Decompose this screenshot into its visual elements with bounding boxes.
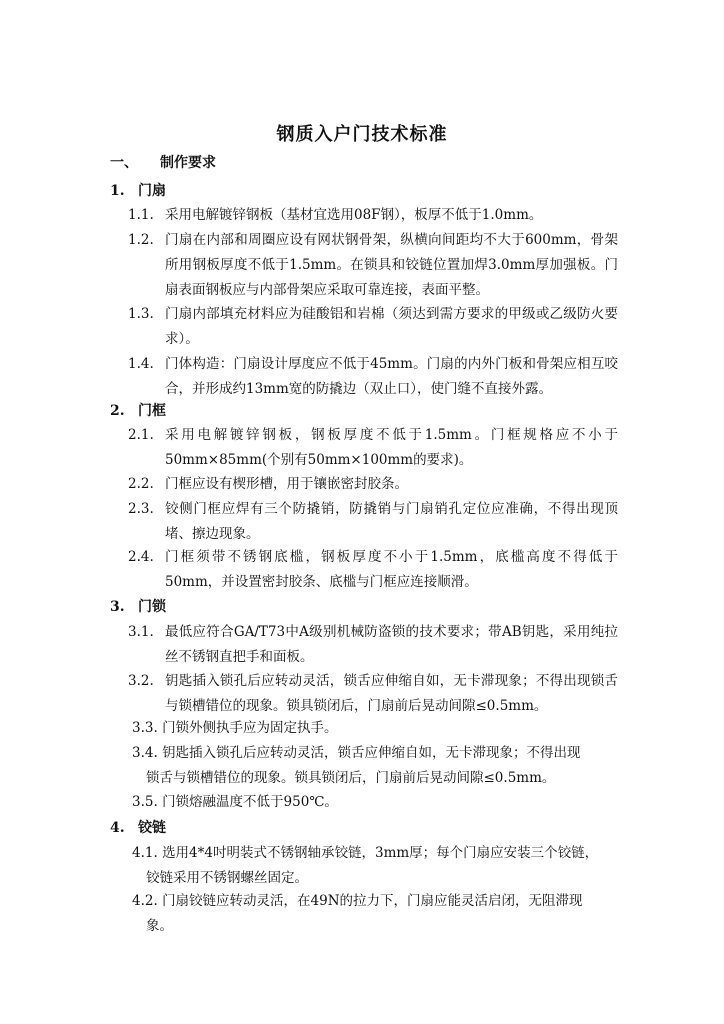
section-label: 门锁 bbox=[138, 599, 166, 615]
clause-2-4 bbox=[128, 545, 618, 595]
clause-3-4 bbox=[132, 741, 616, 791]
clause-text: 门框须带不锈钢底槛，钢板厚度不小于1.5mm，底槛高度不得低于50mm，并设置密封胶条、底槛与门框应连接顺滑。 bbox=[165, 549, 618, 590]
clause-text: 采用电解镀锌钢板（基材宜选用08F钢），板厚不低于1.0mm。 bbox=[165, 207, 543, 223]
clause-text: 最低应符合GA/T73中A级别机械防盗锁的技术要求；带AB钥匙，采用纯拉丝不锈钢直把手和面板。 bbox=[165, 624, 618, 665]
clause-number: 3.1. bbox=[128, 624, 154, 640]
clause-text: 门体构造：门扇设计厚度应不低于45mm。门扇的内外门板和骨架应相互咬合，并形成约13mm宽的防撬边（双止口），使门缝不直接外露。 bbox=[165, 356, 618, 397]
clause-number: 1.3. bbox=[128, 306, 154, 322]
section-label: 门框 bbox=[138, 403, 166, 419]
clause-number: 2.3. bbox=[128, 501, 154, 517]
clause-number: 1.1. bbox=[128, 207, 154, 223]
clause-number: 2.2. bbox=[128, 476, 154, 492]
clause-4-1 bbox=[132, 841, 616, 891]
section-label: 门扇 bbox=[138, 183, 166, 199]
clause-text-first-line: 门扇铰链应转动灵活，在49N的拉力下，门扇应能灵活启闭，无阻滞现 bbox=[162, 893, 583, 909]
clause-number: 3.5. bbox=[132, 794, 158, 810]
clause-text-continuation: 象。 bbox=[146, 918, 173, 934]
clause-number: 4.2. bbox=[132, 893, 158, 909]
clause-number: 4.1. bbox=[132, 845, 158, 861]
clause-1-1 bbox=[128, 203, 618, 228]
clause-number: 3.2. bbox=[128, 673, 154, 689]
clause-number: 1.4. bbox=[128, 356, 154, 372]
section-number: 3. bbox=[110, 599, 125, 615]
clause-number: 1.2. bbox=[128, 232, 154, 248]
clause-number: 2.4. bbox=[128, 549, 154, 565]
section-heading bbox=[110, 817, 166, 837]
page-title: 钢质入户门技术标准 bbox=[276, 124, 448, 145]
section-number: 4. bbox=[110, 820, 125, 836]
clause-text: 铰侧门框应焊有三个防撬销，防撬销与门扇销孔定位应准确，不得出现顶堵、擦边现象。 bbox=[165, 501, 618, 542]
section-heading bbox=[110, 400, 166, 420]
clause-1-4 bbox=[128, 352, 618, 402]
clause-1-2 bbox=[128, 228, 618, 303]
clause-3-1 bbox=[128, 620, 618, 670]
clause-text: 门扇在内部和周圈应设有网状钢骨架，纵横向间距均不大于600mm，骨架所用钢板厚度不低于1.5mm。在锁具和铰链位置加焊3.0mm厚加强板。门扇表面钢板应与内部骨架应采取可靠连接，表面平整。 bbox=[165, 232, 618, 298]
clause-3-2 bbox=[128, 669, 618, 719]
clause-3-5 bbox=[132, 790, 616, 815]
clause-1-3 bbox=[128, 302, 618, 352]
clause-text-continuation: 锁舌与锁槽错位的现象。锁具锁闭后，门扇前后晃动间隙≤0.5mm。 bbox=[146, 770, 556, 786]
clause-3-3 bbox=[132, 716, 616, 741]
clause-text: 门锁熔融温度不低于950℃。 bbox=[162, 794, 338, 810]
clause-number: 3.3. bbox=[132, 720, 158, 736]
clause-2-2 bbox=[128, 472, 618, 497]
clause-text-first-line: 钥匙插入锁孔后应转动灵活，锁舌应伸缩自如，无卡滞现象；不得出现 bbox=[162, 745, 581, 761]
clause-text: 采用电解镀锌钢板，钢板厚度不低于1.5mm。门框规格应不小于50mm×85mm(个别有50mm×100mm的要求)。 bbox=[165, 427, 618, 468]
clause-text-first-line: 选用4*4吋明装式不锈钢轴承铰链，3mm厚；每个门扇应安装三个铰链， bbox=[162, 845, 599, 861]
clause-text: 门锁外侧执手应为固定执手。 bbox=[162, 720, 338, 736]
clause-text: 门扇内部填充材料应为硅酸铝和岩棉（须达到需方要求的甲级或乙级防火要求）。 bbox=[165, 306, 618, 347]
clause-2-3 bbox=[128, 497, 618, 547]
clause-2-1 bbox=[128, 423, 618, 473]
section-number: 1. bbox=[110, 183, 125, 199]
part-heading bbox=[110, 152, 216, 172]
section-heading bbox=[110, 596, 166, 616]
part-label: 制作要求 bbox=[160, 155, 216, 171]
section-heading bbox=[110, 180, 166, 200]
clause-text: 门框应设有楔形槽，用于镶嵌密封胶条。 bbox=[165, 476, 408, 492]
clause-4-2 bbox=[132, 889, 616, 939]
clause-number: 3.4. bbox=[132, 745, 158, 761]
clause-number: 2.1. bbox=[128, 427, 154, 443]
section-label: 铰链 bbox=[138, 820, 166, 836]
part-number: 一、 bbox=[110, 155, 138, 171]
section-number: 2. bbox=[110, 403, 125, 419]
clause-text-continuation: 铰链采用不锈钢螺丝固定。 bbox=[146, 870, 308, 886]
clause-text: 钥匙插入锁孔后应转动灵活，锁舌应伸缩自如，无卡滞现象；不得出现锁舌与锁槽错位的现象。锁具锁闭后，门扇前后晃动间隙≤0.5mm。 bbox=[165, 673, 618, 714]
